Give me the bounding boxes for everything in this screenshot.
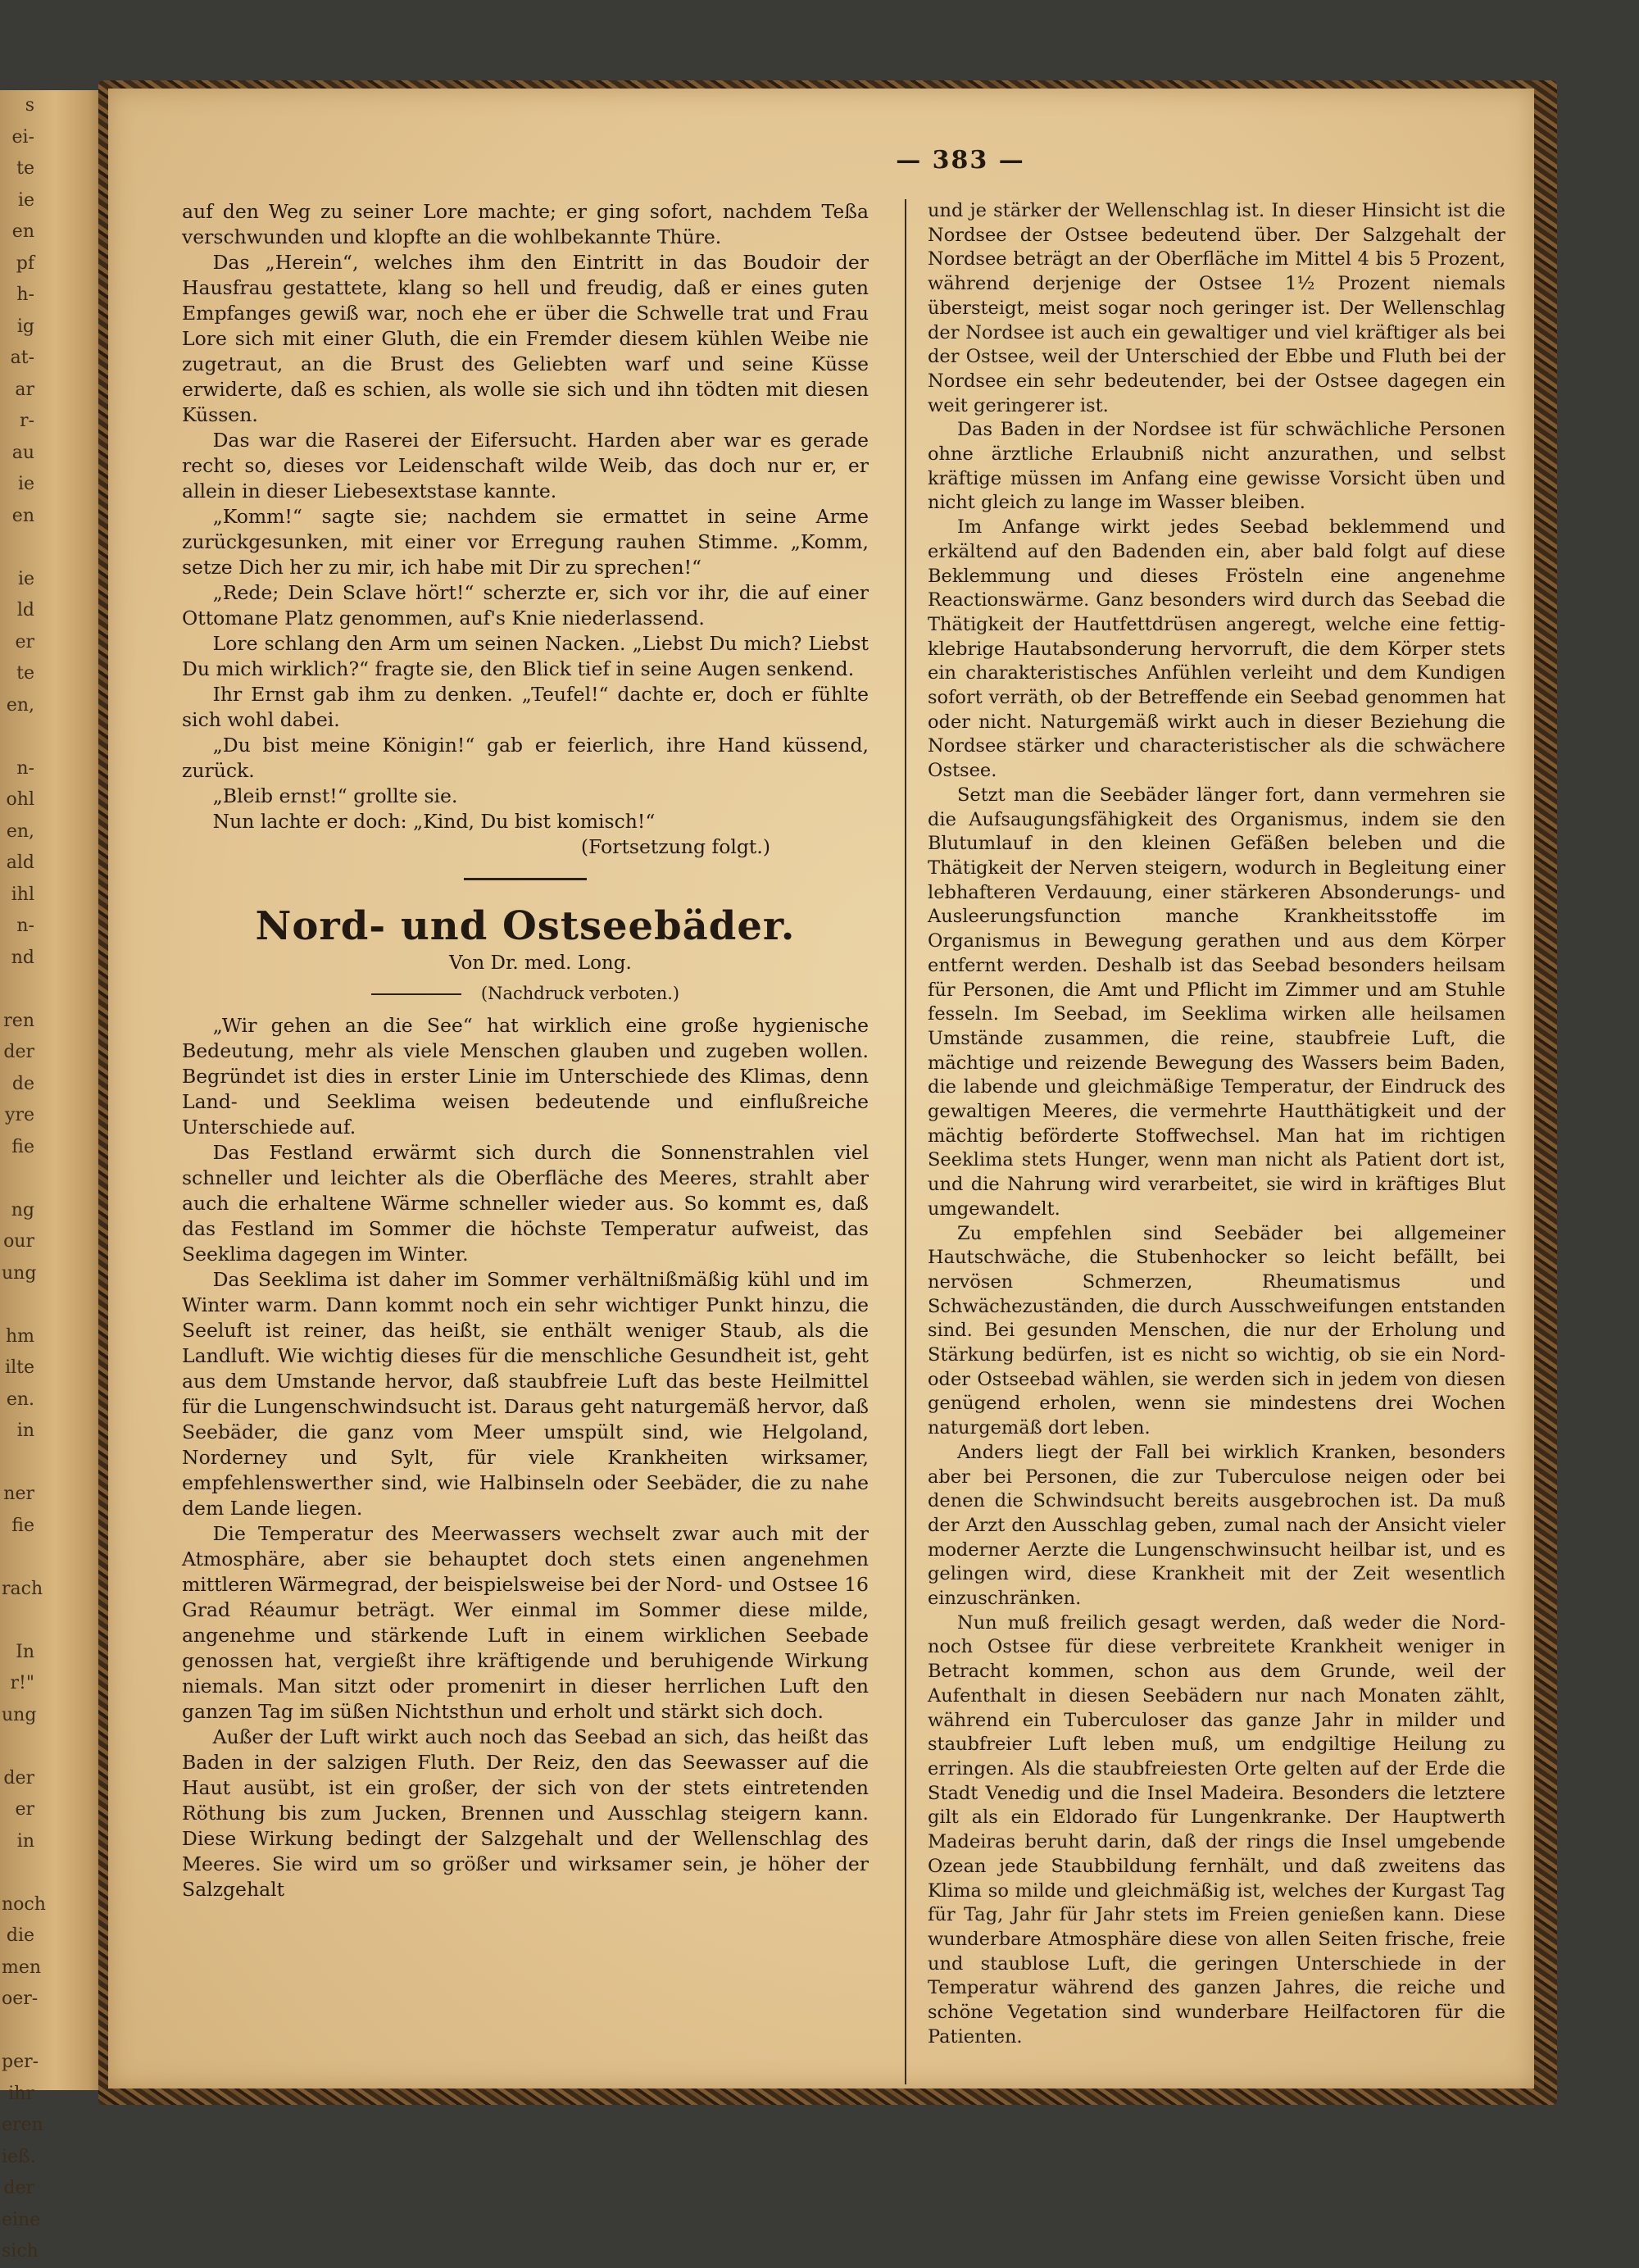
margin-fragment: n- (16, 916, 34, 936)
margin-fragment (2, 532, 34, 564)
column-rule (905, 199, 906, 2084)
left-column (182, 199, 869, 1902)
margin-fragment: ihl (11, 884, 34, 905)
margin-fragment: ung (2, 1262, 37, 1284)
previous-page-text-fragments (2, 90, 46, 2268)
story-paragraph: Das war die Raserei der Eifersucht. Harden aber war es gerade recht so, dieses vor Leidenschaft wilde Weib, das doch nur er, er allein in dieser Liebesextstase kannte. (182, 429, 869, 502)
article-paragraph: Nun muß freilich gesagt werden, daß weder die Nord- noch Ostsee für diese verbreitete Krankheit weniger in Betracht kommen, schon aus dem Grunde, weil der Aufenthalt in diesen Seebädern nur nach Monaten zählt, während ein Tuberculoser das ganze Jahr in milder und staubfreier Luft leben muß, um endgiltige Heilung zu erringen. Als die staubfreiesten Orte gelten auf der Erde die Stadt Venedig und die Insel Madeira. Besonders die letztere gilt als ein Eldorado für Lungenkranke. Der Hauptwerth Madeiras beruht darin, daß der rings die Insel umgebende Ozean jede Staubbildung fernhält, und daß zweitens das Klima so milde und gleichmäßig ist, welches der Kurgast Tag für Tag, Jahr für Jahr stets im Freien genießen kann. Diese wunderbare Atmosphäre diese von allen Seiten frische, freie und staublose Luft, die geringen Unterschiede in der Temperatur während des ganzen Jahres, die reiche und schöne Vegetation sind wunderbare Heilfactoren für die Patienten. (928, 1611, 1505, 2048)
article-paragraph: Im Anfange wirkt jedes Seebad beklemmend und erkältend auf den Badenden ein, aber bald folgt auf diese Beklemmung und dieses Frösteln eine angenehme Reactionswärme. Ganz besonders wird durch das Seebad die Thätigkeit der Hautfettdrüsen angeregt, welche eine fettig-klebrige Hautabsonderung hervorruft, die dem Körper stets ein charakteristisches Anfühlen verleiht und dem Kundigen sofort verräth, ob der Betreffende ein Seebad genommen hat oder nicht. Naturgemäß wirkt auch in dieser Beziehung die Nordsee stärker und characteristischer als die schwächere Ostsee. (928, 516, 1505, 782)
article-paragraph: Das Baden in der Nordsee ist für schwächliche Personen ohne ärztliche Erlaubniß nicht anzurathen, und selbst kräftige müssen im Anfang eine gewisse Vorsicht üben und nicht gleich zu lange im Wasser bleiben. (928, 419, 1505, 514)
article-paragraph: Zu empfehlen sind Seebäder bei allgemeiner Hautschwäche, die Stubenhocker so leicht befällt, bei nervösen Schmerzen, Rheumatismus und Schwächezuständen, die durch Ausschweifungen entstanden sind. Bei gesunden Menschen, die nur der Erholung und Stärkung bedürfen, ist es nicht so wichtig, ob sie ein Nord- oder Ostseebad wählen, sie werden sich in jedem von diesen genügend erholen, wenn sie mindestens drei Wochen naturgemäß dort leben. (928, 1222, 1505, 1439)
reprint-line (182, 981, 869, 1007)
margin-fragment: au (11, 442, 34, 463)
margin-fragment: s (25, 95, 34, 116)
article-paragraph: Die Temperatur des Meerwassers wechselt zwar auch mit der Atmosphäre, aber sie behauptet doch stets einen angenehmen mittleren Wärmegrad, der beispielsweise bei der Nord- und Ostsee 16 Grad Réaumur beträgt. Wer einmal im Sommer diese milde, angenehme und stärkende Luft in einem wirklichen Seebade genossen hat, vergießt ihre kräftigende und beruhigende Wirkung niemals. Man sitzt oder promenirt in dieser herrlichen Luft den ganzen Tag im süßen Nichtsthun und erholt und stärkt sich doch. (182, 1522, 869, 1723)
margin-fragment: en (11, 505, 34, 526)
margin-fragment: te (16, 663, 34, 684)
margin-fragment (2, 1857, 34, 1889)
page-number: — 383 — (896, 146, 1025, 175)
margin-fragment (2, 2016, 34, 2048)
margin-fragment: ie (17, 474, 34, 494)
margin-fragment: r!" (10, 1673, 34, 1693)
margin-fragment: yre (5, 1105, 34, 1125)
margin-fragment: men (2, 1957, 42, 1978)
margin-fragment: sich (2, 2241, 39, 2261)
margin-fragment: die (6, 1925, 34, 1946)
margin-fragment: ieß. (2, 2146, 36, 2167)
margin-fragment: pf (16, 252, 34, 274)
margin-fragment: er (15, 1799, 34, 1820)
margin-fragment: in (16, 1420, 34, 1441)
article-author: Von Dr. med. Long. (449, 952, 632, 974)
story-paragraph: „Komm!“ sagte sie; nachdem sie ermattet in seine Arme zurückgesunken, mit einer vor Erregung rauhen Stimme. „Komm, setze Dich her zu mir, ich habe mit Dir zu sprechen!“ (182, 505, 869, 579)
margin-fragment: ren (3, 1010, 34, 1031)
margin-fragment: de (11, 1073, 34, 1094)
margin-fragment: at- (10, 348, 34, 368)
margin-fragment: ald (6, 852, 34, 873)
margin-fragment (2, 1542, 34, 1574)
margin-fragment: ar (15, 379, 34, 400)
margin-fragment (2, 721, 34, 753)
story-paragraph: „Rede; Dein Sclave hört!“ scherzte er, sich vor ihr, die auf einer Ottomane Platz genommen, auf's Knie niederlassend. (182, 581, 869, 629)
margin-fragment: nd (11, 947, 34, 968)
margin-fragment: h- (16, 284, 34, 305)
margin-fragment: ie (17, 568, 34, 589)
story-paragraph: Ihr Ernst gab ihm zu denken. „Teufel!“ dachte er, doch er fühlte sich wohl dabei. (182, 683, 869, 731)
article-paragraph: Setzt man die Seebäder länger fort, dann vermehren sie die Aufsaugungsfähigkeit des Organismus, indem sie den Blutumlauf in den kleinen Gefäßen beleben und die Thätigkeit der Nerven steigern, wodurch in Begleitung einer lebhafteren Verdauung, einer stärkeren Absonderungs- und Ausleerungsfunction manche Krankheitsstoffe im Organismus in Bewegung gerathen und aus dem Körper entfernt werden. Deshalb ist das Seebad besonders heilsam für Personen, die Amt und Pflicht im Zimmer und am Stuhle fesseln. Im Seebad, im Seeklima wirken alle heilsamen Umstände zusammen, die reine, staubfreie Luft, die mächtige und reizende Bewegung des Wassers beim Baden, die labende und gleichmäßige Temperatur, der Eindruck des gewaltigen Meeres, die vermehrte Hautthätigkeit und der mächtig beförderte Stoffwechsel. Man hat im richtigen Seeklima stets Hunger, wenn man nicht als Patient dort ist, und die Nahrung wird verarbeitet, sie wird in kräftiges Blut umgewandelt. (928, 784, 1505, 1220)
reprint-notice: (Nachdruck verboten.) (480, 984, 680, 1003)
margin-fragment: ld (16, 600, 34, 620)
margin-fragment: in (16, 1830, 34, 1852)
margin-fragment (2, 1605, 34, 1637)
margin-fragment: der (3, 1767, 34, 1788)
margin-fragment: eine (2, 2209, 41, 2230)
article-title: Nord- und Ostseebäder. (255, 903, 796, 949)
story-paragraph: Lore schlang den Arm um seinen Nacken. „Liebst Du mich? Liebst Du mich wirklich?“ fragte sie, den Blick tief in seine Augen senkend. (182, 632, 869, 680)
article-paragraph: Außer der Luft wirkt auch noch das Seebad an sich, das heißt das Baden in der salzigen Fluth. Der Reiz, den das Seewasser auf die Haut ausübt, ist ein großer, der sich von der stets eintretenden Röthung bis zum Jucken, Brennen und Ausschlag steigern kann. Diese Wirkung bedingt der Salzgehalt und der Wellenschlag des Meeres. Sie wird um so größer und wirksamer sein, je höher der Salzgehalt (182, 1725, 869, 1901)
margin-fragment: en. (6, 1389, 34, 1410)
margin-fragment: ie (17, 189, 34, 211)
margin-fragment (2, 1731, 34, 1763)
margin-fragment: n- (16, 757, 34, 779)
margin-fragment: oer- (2, 1988, 39, 2009)
section-separator (464, 878, 587, 880)
margin-fragment (2, 974, 34, 1006)
margin-fragment: fie (11, 1136, 34, 1157)
margin-fragment: noch (2, 1893, 46, 1915)
margin-fragment: te (16, 158, 34, 179)
margin-fragment: der (3, 1042, 34, 1062)
margin-fragment: ihr (8, 2083, 34, 2104)
article-paragraph: und je stärker der Wellenschlag ist. In dieser Hinsicht ist die Nordsee der Ostsee bedeutend über. Der Salzgehalt der Nordsee beträgt an der Oberfläche im Mittel 4 bis 5 Prozent, während derjenige der Ostsee 1½ Prozent niemals übersteigt, meist sogar noch geringer ist. Der Wellenschlag der Nordsee ist auch ein gewaltiger und viel kräftiger als bei der Ostsee, weil der Unterschied der Ebbe und Fluth bei der Nordsee ein sehr bedeutender, bei der Ostsee dagegen ein weit geringerer ist. (928, 200, 1505, 416)
right-column (928, 199, 1505, 2049)
story-paragraph: auf den Weg zu seiner Lore machte; er ging sofort, nachdem Teßa verschwunden und klopfte an die wohlbekannte Thüre. (182, 200, 869, 248)
article-paragraph: Anders liegt der Fall bei wirklich Kranken, besonders aber bei Personen, die zur Tuberculose neigen oder bei denen die Schwindsucht bereits ausgebrochen ist. Da muß der Arzt den Ausschlag geben, zumal nach der Ansicht vieler moderner Aerzte die Lungenschwinsucht heilbar ist, und es gelingen wird, diese Krankheit mit der Zeit wesentlich einzuschränken. (928, 1441, 1505, 1610)
margin-fragment: en, (6, 694, 34, 716)
margin-fragment (2, 1448, 34, 1479)
margin-fragment: en, (6, 820, 34, 842)
margin-fragment: ohl (6, 789, 34, 810)
continuation-note: (Fortsetzung folgt.) (580, 835, 770, 858)
margin-fragment: hm (5, 1325, 34, 1347)
story-paragraph: „Bleib ernst!“ grollte sie. (212, 784, 458, 807)
article-paragraph: Das Seeklima ist daher im Sommer verhältnißmäßig kühl und im Winter warm. Dann kommt noch ein sehr wichtiger Punkt hinzu, die Seeluft ist reiner, das heißt, sie enthält weniger Staub, als die Landluft. Wie wichtig dieses für die menschliche Gesundheit ist, geht aus dem Umstande hervor, daß staubfreie Luft das beste Heilmittel für die Lungenschwindsucht ist. Daraus geht naturgemäß hervor, daß Seebäder, die ganz vom Meer umspült sind, wie Helgoland, Norderney und Sylt, für viele Krankheiten wirksamer, empfehlenswerther sind, wie Halbinseln oder Seebäder, die zu nahe dem Lande liegen. (182, 1268, 869, 1520)
margin-fragment (2, 1163, 34, 1195)
margin-fragment: ner (3, 1484, 34, 1504)
story-paragraph: „Du bist meine Königin!“ gab er feierlich, ihre Hand küssend, zurück. (182, 734, 869, 782)
margin-fragment: ng (11, 1199, 34, 1220)
margin-fragment: eren (2, 2115, 43, 2135)
article-paragraph: „Wir gehen an die See“ hat wirklich eine große hygienische Bedeutung, mehr als viele Menschen glauben und zugeben wollen. Begründet ist dies in erster Linie im Unterschiede des Klimas, denn Land- und Seeklima weisen bedeutende und einflußreiche Unterschiede auf. (182, 1014, 869, 1139)
margin-fragment: ig (16, 316, 34, 337)
story-paragraph: Das „Herein“, welches ihm den Eintritt in das Boudoir der Hausfrau gestattete, klang so hell und freudig, daß er eines guten Empfanges gewiß war, noch ehe er über die Schwelle trat und Frau Lore sich mit einer Gluth, die ein Fremder diesem kühlen Weibe nie zugetraut, an die Brust des Geliebten warf und seine Küsse erwiderte, daß es schien, als wolle sie sich und ihn tödten mit diesen Küssen. (182, 251, 869, 426)
margin-fragment: ilte (5, 1357, 34, 1378)
margin-fragment: er (15, 631, 34, 652)
margin-fragment: our (3, 1231, 34, 1252)
margin-fragment: per- (2, 2052, 39, 2072)
margin-fragment: en (11, 221, 34, 242)
article-paragraph: Das Festland erwärmt sich durch die Sonnenstrahlen viel schneller und leichter als die Oberfläche des Meeres, strahlt aber auch die erhaltene Wärme schneller wieder aus. So kommt es, daß das Festland im Sommer die höchste Temperatur aufweist, das Seeklima dagegen im Winter. (182, 1141, 869, 1266)
margin-fragment: r- (20, 411, 34, 431)
margin-fragment: ung (2, 1704, 37, 1725)
margin-fragment: fie (11, 1515, 34, 1536)
margin-fragment: rach (2, 1578, 43, 1599)
margin-fragment: In (16, 1641, 34, 1662)
short-rule (371, 993, 461, 995)
margin-fragment (2, 1289, 34, 1321)
newspaper-page (108, 89, 1534, 2088)
margin-fragment: ei- (11, 126, 34, 148)
margin-fragment: der (3, 2178, 34, 2198)
story-paragraph: Nun lachte er doch: „Kind, Du bist komisch!“ (212, 810, 656, 833)
